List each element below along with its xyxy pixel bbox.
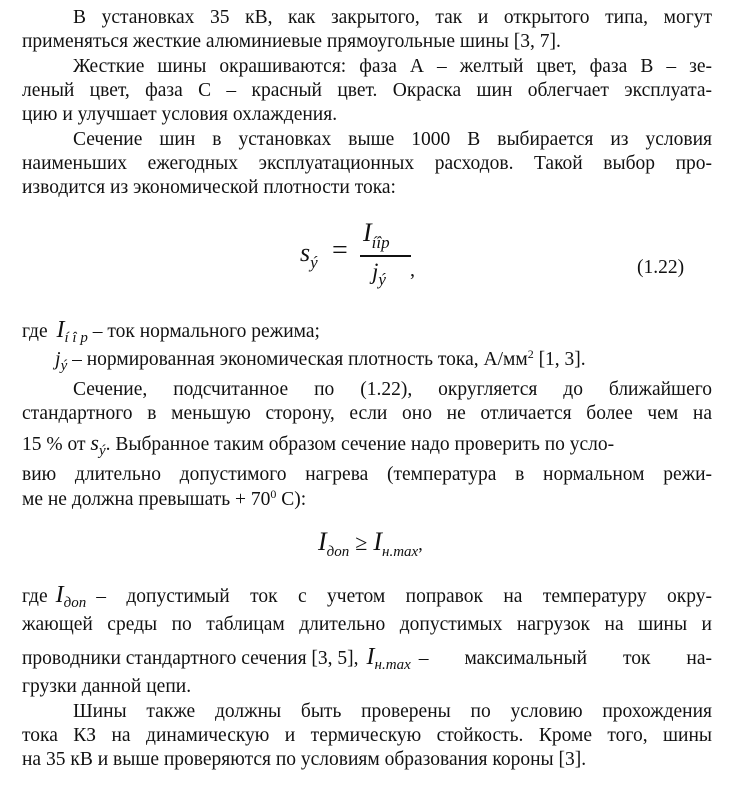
- where2-line-1: [22, 583, 712, 610]
- paragraph-2-line-1: Жесткие шины окрашиваются: фаза А – желтый цвет, фаза В – зе-: [73, 56, 712, 77]
- inequality: [318, 527, 458, 563]
- where-symbol-j: j: [55, 348, 61, 370]
- where2-l3-symbol: I: [366, 644, 375, 670]
- where2-l3-symbol-subscript: н.max: [374, 657, 411, 673]
- where2-prefix: где: [22, 586, 48, 607]
- p4-l5-start: ме не должна превышать + 70: [22, 489, 271, 510]
- p4-l3-start: 15 % от: [22, 434, 86, 455]
- equation-1-22: [300, 215, 430, 295]
- p4-l3-end: . Выбранное таким образом сечение надо проверить по усло-: [105, 434, 615, 455]
- eq-lhs-symbol: s: [300, 238, 311, 267]
- eq-equals-sign: =: [332, 235, 348, 266]
- where-symbol-j-subscript: ý: [60, 358, 68, 374]
- paragraph-3-line-2: наименьших ежегодных эксплуатационных расходов. Такой выбор про-: [22, 153, 712, 174]
- paragraph-4-line-5: [22, 488, 712, 512]
- eq-denominator-subscript: ý: [378, 270, 386, 289]
- eq-numerator-subscript: íîp: [371, 233, 390, 252]
- where-line-1-text: – ток нормального режима;: [92, 321, 320, 342]
- eq-numerator-symbol: I: [363, 218, 372, 247]
- where2-line-2: жающей среды по таблицам длительно допустимых нагрузок на шины и: [22, 614, 712, 635]
- equation-number: (1.22): [637, 257, 685, 278]
- where-prefix: где: [22, 321, 48, 342]
- paragraph-4-line-4: вию длительно допустимого нагрева (температура в нормальном режи-: [22, 464, 712, 485]
- eq-denominator-symbol: j: [372, 259, 379, 284]
- where2-line-1-text: – допустимый ток с учетом поправок на температуру окру-: [96, 586, 712, 607]
- eq-lhs-subscript: ý: [310, 253, 318, 272]
- p4-l5-sup: 0: [270, 487, 277, 501]
- paragraph-1-line-1: В установках 35 кВ, как закрытого, так и открытого типа, могут: [73, 7, 712, 28]
- where-line-2: [55, 347, 712, 373]
- ineq-rhs-symbol: I: [373, 527, 383, 556]
- ineq-lhs-symbol: I: [318, 527, 327, 556]
- p4-symbol-s-subscript: ý: [98, 443, 106, 459]
- where2-line-4: грузки данной цепи.: [22, 676, 192, 697]
- paragraph-4-line-1: Сечение, подсчитанное по (1.22), округляется до ближайшего: [73, 379, 712, 400]
- paragraph-2-line-3: цию и улучшает условия охлаждения.: [22, 104, 338, 125]
- paragraph-2-line-2: леный цвет, фаза С – красный цвет. Окраска шин облегчает эксплуата-: [22, 80, 712, 101]
- paragraph-5-line-2: тока КЗ на динамическую и термическую стойкость. Кроме того, шины: [22, 725, 712, 746]
- where2-symbol-subscript: доп: [63, 595, 87, 611]
- where-line-2-sup: 2: [527, 347, 534, 361]
- paragraph-3-line-1: Сечение шин в установках выше 1000 В выбирается из условия: [73, 129, 712, 150]
- where2-l3-start: проводники стандартного сечения [3, 5],: [22, 648, 359, 669]
- where2-l3-end: – максимальный ток на-: [418, 648, 712, 669]
- where-line-2-ref: [1, 3].: [533, 349, 586, 370]
- paragraph-4-line-2: стандартного в меньшую сторону, если оно не отличается более чем на: [22, 403, 712, 424]
- paragraph-5-line-3: на 35 кВ и выше проверяются по условиям образования короны [3].: [22, 749, 587, 770]
- paragraph-1-line-2: применяться жесткие алюминиевые прямоугольные шины [3, 7].: [22, 31, 561, 52]
- ineq-comma: ,: [418, 534, 423, 554]
- paragraph-4-line-3: [22, 431, 712, 458]
- where-symbol-i-subscript: í î p: [64, 330, 88, 346]
- p4-l5-end: С):: [276, 489, 307, 510]
- where-line-2-text: – нормированная экономическая плотность тока, А/мм: [72, 349, 528, 370]
- ineq-operator: ≥: [355, 530, 368, 555]
- where-symbol-i: I: [56, 317, 65, 343]
- eq-comma: ,: [410, 259, 415, 281]
- where2-symbol: I: [55, 582, 64, 608]
- eq-fraction-bar: [360, 255, 411, 257]
- paragraph-3-line-3: изводится из экономической плотности тока:: [22, 177, 396, 198]
- ineq-lhs-subscript: доп: [326, 544, 350, 560]
- where2-line-3: [22, 645, 712, 672]
- p4-symbol-s: s: [90, 430, 99, 455]
- where-line-1: [22, 318, 712, 345]
- paragraph-5-line-1: Шины также должны быть проверены по условию прохождения: [73, 701, 712, 722]
- ineq-rhs-subscript: н.max: [382, 544, 419, 560]
